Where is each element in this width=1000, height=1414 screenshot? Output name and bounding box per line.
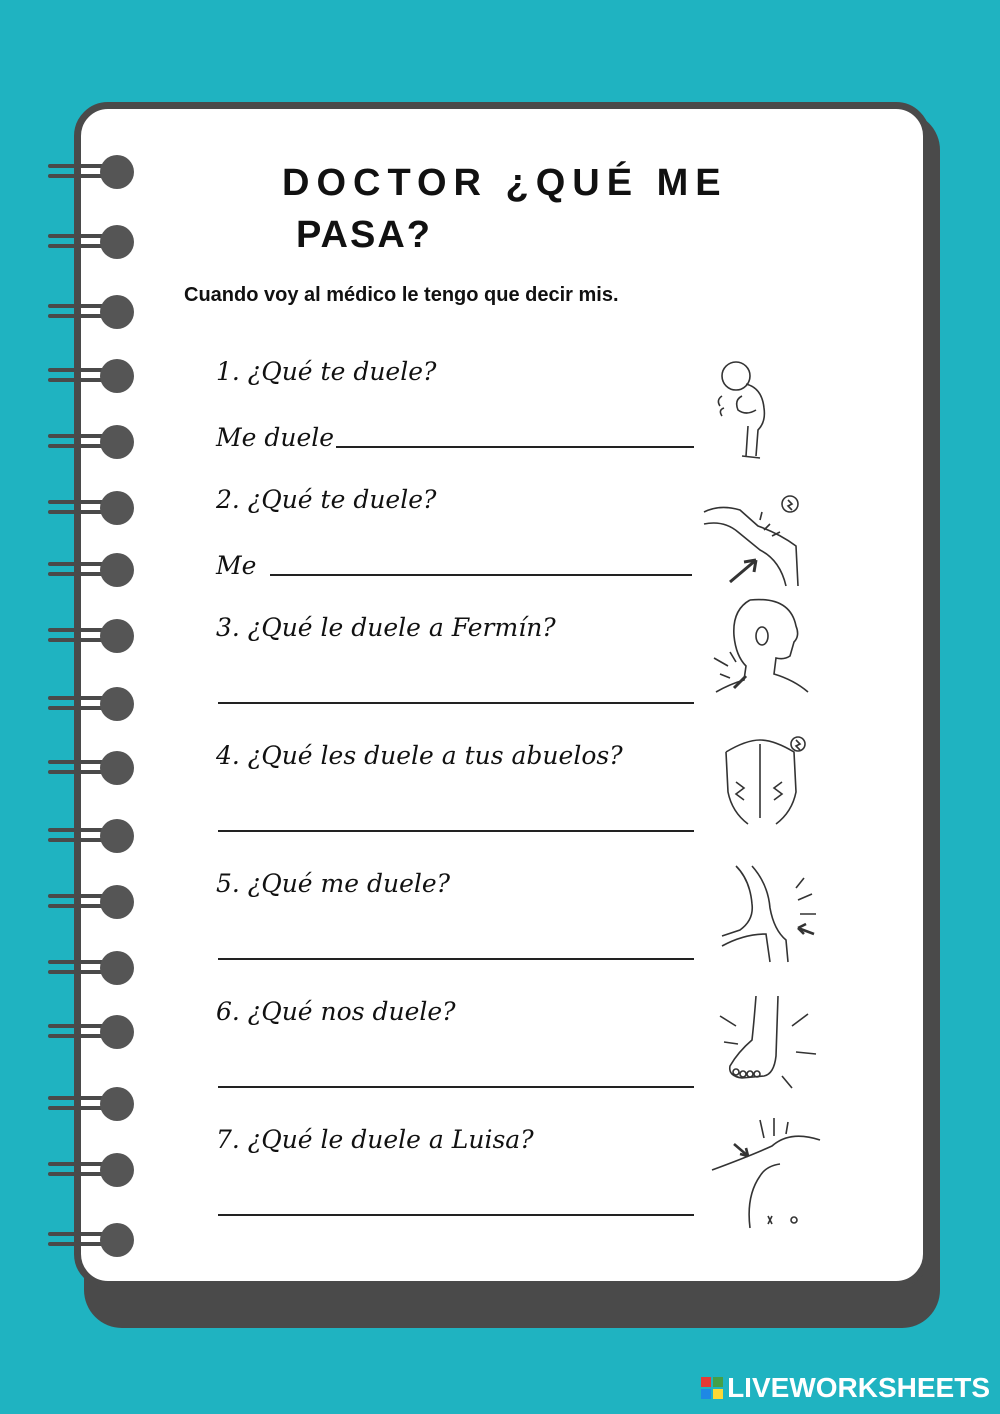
answer-2-line[interactable] [270,574,692,576]
neck-pain-icon [710,596,810,696]
liveworksheets-logo-icon [701,1377,723,1399]
question-2: 2. ¿Qué te duele? [216,485,437,514]
spiral-ring [48,684,138,724]
question-4: 4. ¿Qué les duele a tus abuelos? [216,741,623,770]
question-1: 1. ¿Qué te duele? [216,357,437,386]
spiral-ring [48,816,138,856]
answer-2-prefix: Me [216,551,257,580]
answer-3-line[interactable] [218,702,694,704]
spiral-ring [48,1012,138,1052]
answer-4-line[interactable] [218,830,694,832]
spiral-ring [48,356,138,396]
spiral-ring [48,222,138,262]
spiral-ring [48,152,138,192]
answer-5-line[interactable] [218,958,694,960]
liveworksheets-brand[interactable] [701,1372,990,1404]
answer-1-line[interactable] [336,446,694,448]
spiral-ring [48,488,138,528]
page-title: DOCTOR ¿QUÉ ME [282,162,728,204]
spiral-ring [48,292,138,332]
answer-4[interactable] [216,800,694,836]
stomachache-person-icon [712,356,782,464]
spiral-ring [48,616,138,656]
page-title-line2: PASA? [296,214,432,256]
answer-6[interactable] [216,1056,694,1092]
answer-2[interactable] [216,544,692,580]
question-7: 7. ¿Qué le duele a Luisa? [216,1125,534,1154]
spiral-ring [48,748,138,788]
answer-7[interactable] [216,1184,694,1220]
brand-name: LIVEWORKSHEETS [727,1372,990,1403]
question-3: 3. ¿Qué le duele a Fermín? [216,613,556,642]
answer-5[interactable] [216,928,694,964]
spiral-ring [48,422,138,462]
spiral-ring [48,948,138,988]
answer-1-prefix: Me duele [216,423,335,452]
answer-3[interactable] [216,672,694,708]
foot-pain-icon [716,992,822,1092]
question-5: 5. ¿Qué me duele? [216,869,451,898]
back-pain-icon [716,732,812,828]
wrist-pain-icon [700,490,810,590]
spiral-ring [48,1084,138,1124]
spiral-ring [48,550,138,590]
spiral-ring [48,1220,138,1260]
shoulder-pain-icon [710,1116,826,1230]
answer-1[interactable] [216,416,694,452]
question-6: 6. ¿Qué nos duele? [216,997,456,1026]
intro-text: Cuando voy al médico le tengo que decir mis. [184,284,619,306]
answer-7-line[interactable] [218,1214,694,1216]
elbow-pain-icon [716,864,820,964]
spiral-ring [48,1150,138,1190]
answer-6-line[interactable] [218,1086,694,1088]
spiral-ring [48,882,138,922]
